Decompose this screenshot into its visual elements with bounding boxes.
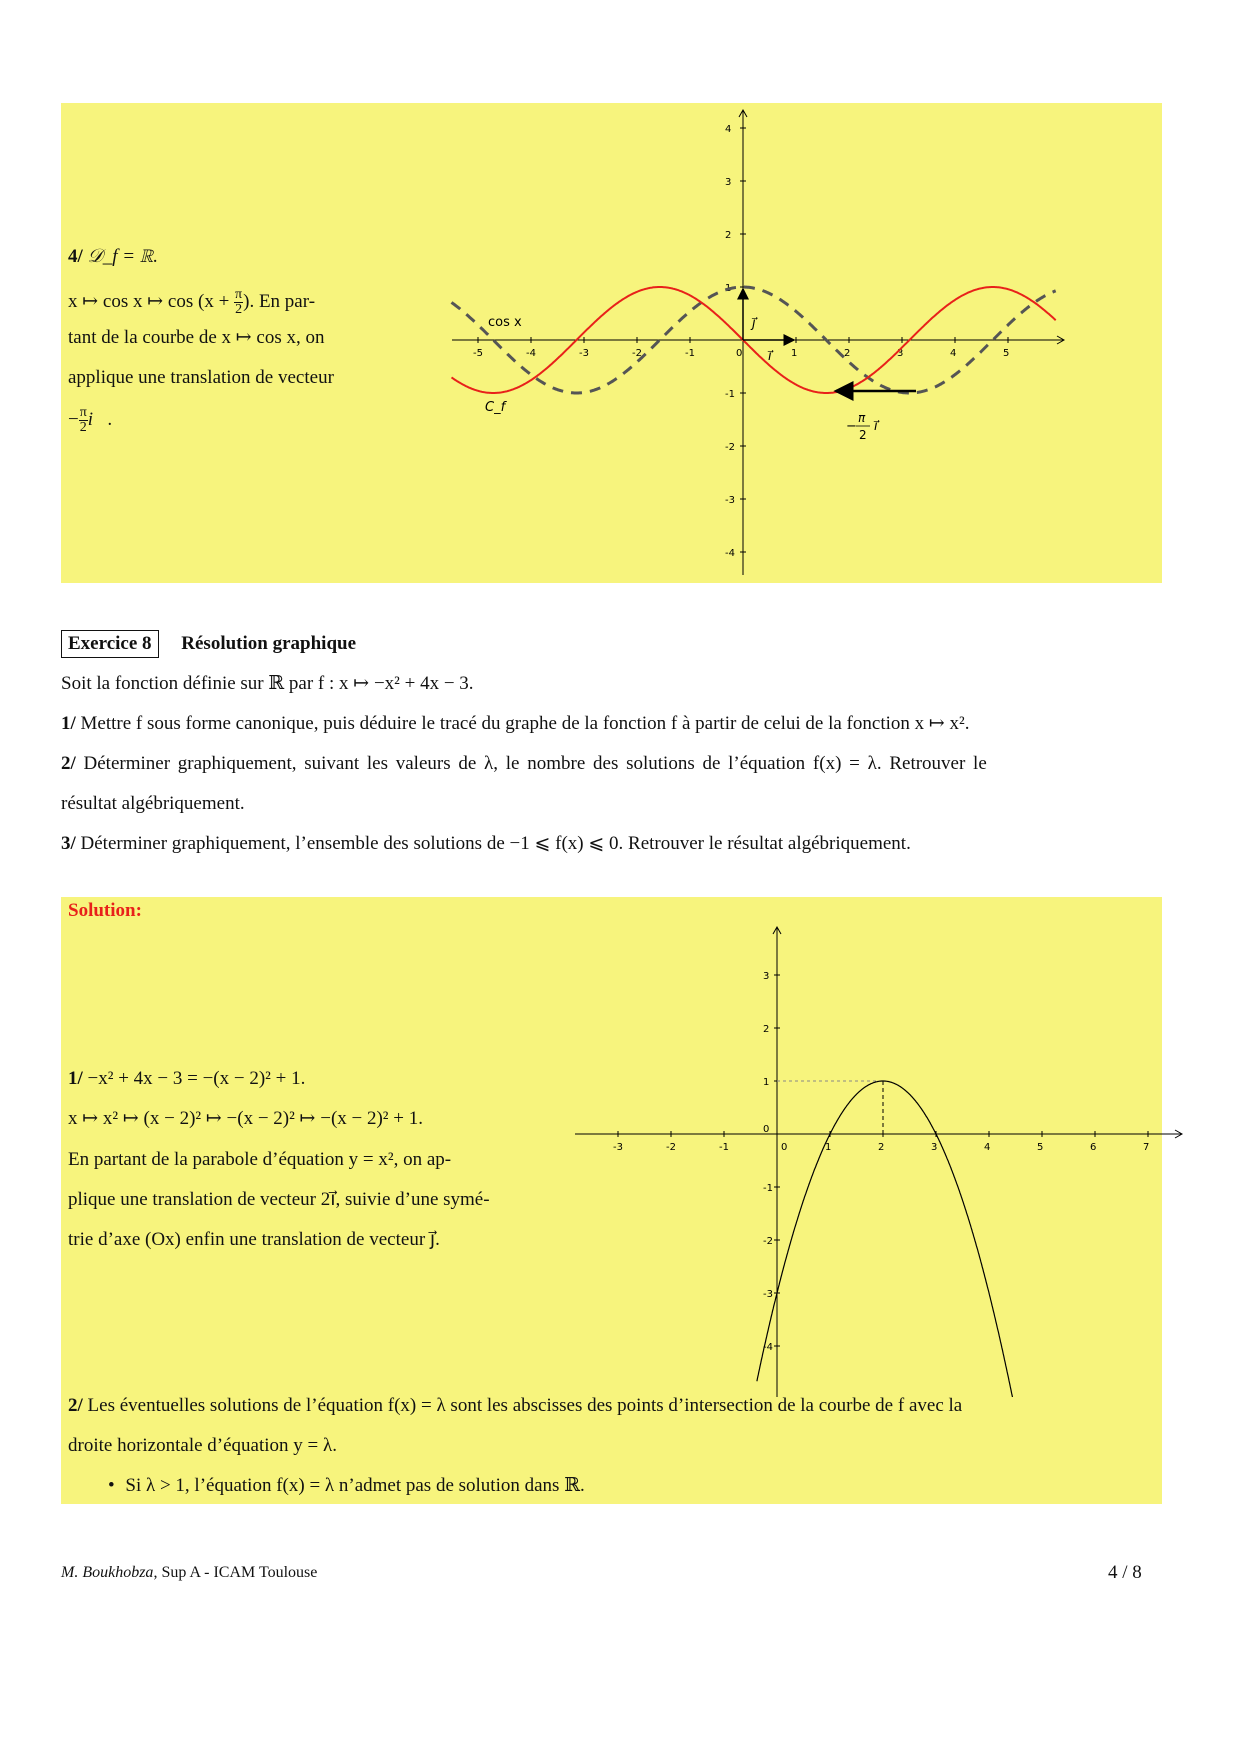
exercise-intro: Soit la fonction définie sur ℝ par f : x ↦ −x² + 4x − 3. xyxy=(61,673,474,694)
item-label: 4/ xyxy=(68,246,83,267)
y-tick-label: -3 xyxy=(725,495,735,506)
parabola-graph xyxy=(570,922,1190,1397)
solution-text: Les éventuelles solutions de l’équation f(x) = λ sont les abscisses des points d’intersection de la courbe de f avec la xyxy=(87,1395,963,1416)
box1-line5 xyxy=(68,406,113,435)
question-text: Mettre f sous forme canonique, puis déduire le tracé du graphe de la fonction f à partir de celui de la fonction x ↦ x². xyxy=(80,713,970,734)
y-tick-label: 0 xyxy=(763,1124,770,1135)
minus-sign: − xyxy=(68,408,79,430)
solution-2-line1 xyxy=(68,1396,962,1416)
x-tick-label: 5 xyxy=(1003,348,1010,359)
x-tick-label: 3 xyxy=(897,348,904,359)
exercise-badge: Exercice 8 xyxy=(61,630,159,658)
author-name: M. Boukhobza xyxy=(61,1564,154,1581)
parabola-curve xyxy=(757,1081,1018,1397)
composition-text: x ↦ cos x ↦ cos (x + xyxy=(68,290,230,312)
question-label: 2/ xyxy=(61,753,76,774)
bullet-item xyxy=(108,1476,585,1496)
x-tick-label: -1 xyxy=(685,348,695,359)
x-tick-label: 2 xyxy=(844,348,851,359)
frac-den: 2 xyxy=(235,302,243,317)
y-tick-label: 1 xyxy=(725,283,732,294)
question-label: 3/ xyxy=(61,833,76,854)
y-tick-label: -2 xyxy=(763,1236,773,1247)
y-tick-label: -1 xyxy=(725,389,735,400)
item-label: 1/ xyxy=(68,1068,83,1089)
box1-line4: applique une translation de vecteur xyxy=(68,367,334,388)
bullet-icon: • xyxy=(108,1475,115,1496)
vector-i: i⃗. xyxy=(87,408,113,430)
canonical-form: −x² + 4x − 3 = −(x − 2)² + 1. xyxy=(87,1068,306,1089)
domain-equation: 𝒟_f = ℝ. xyxy=(87,246,159,267)
fraction-pi-over-2 xyxy=(234,288,243,317)
cos-label: cos x xyxy=(488,315,522,330)
x-tick-label: 0 xyxy=(736,348,743,359)
question-1 xyxy=(61,714,970,734)
i-vector-label: i⃗ xyxy=(768,349,772,364)
translation-minus: − xyxy=(846,419,857,434)
footer-author xyxy=(61,1564,317,1582)
x-tick-label: -2 xyxy=(666,1142,676,1153)
x-tick-label: -3 xyxy=(613,1142,623,1153)
x-tick-label: 1 xyxy=(825,1142,832,1153)
x-tick-label: 5 xyxy=(1037,1142,1044,1153)
y-tick-label: 2 xyxy=(763,1024,770,1035)
x-tick-label: 6 xyxy=(1090,1142,1097,1153)
page-number: 4 / 8 xyxy=(1108,1562,1142,1583)
y-tick-label: -2 xyxy=(725,442,735,453)
solution-2-line2: droite horizontale d’équation y = λ. xyxy=(68,1435,337,1456)
x-tick-label: 7 xyxy=(1143,1142,1150,1153)
x-tick-label: 4 xyxy=(984,1142,991,1153)
y-tick-label: 4 xyxy=(725,124,732,135)
question-3 xyxy=(61,834,911,854)
cosine-graph xyxy=(440,105,1070,580)
y-tick-label: 3 xyxy=(725,177,732,188)
solution-1-line1 xyxy=(68,1069,305,1089)
bullet-text: Si λ > 1, l’équation f(x) = λ n’admet pas de solution dans ℝ. xyxy=(125,1475,585,1496)
translation-frac-num: π xyxy=(858,411,866,425)
solution-1-line5: trie d’axe (Ox) enfin une translation de vecteur j⃗. xyxy=(68,1229,440,1250)
item-label: 2/ xyxy=(68,1395,83,1416)
question-label: 1/ xyxy=(61,713,76,734)
question-text: Déterminer graphiquement, l’ensemble des solutions de −1 ⩽ f(x) ⩽ 0. Retrouver le résultat algébriquement. xyxy=(80,833,911,854)
affiliation: , Sup A - ICAM Toulouse xyxy=(153,1564,318,1581)
question-text: Déterminer graphiquement, suivant les valeurs de λ, le nombre des solutions de l’équation f(x) = λ. Retrouver le xyxy=(83,753,987,774)
y-tick-label: 3 xyxy=(763,971,770,982)
y-tick-label: -1 xyxy=(763,1183,773,1194)
solution-1-line2: x ↦ x² ↦ (x − 2)² ↦ −(x − 2)² ↦ −(x − 2)² + 1. xyxy=(68,1108,423,1129)
x-tick-label: 2 xyxy=(878,1142,885,1153)
question-2-cont: résultat algébriquement. xyxy=(61,793,245,814)
frac-num: π xyxy=(235,287,243,302)
x-tick-label: -4 xyxy=(526,348,536,359)
translation-frac-den: 2 xyxy=(859,428,867,442)
box1-line1 xyxy=(68,247,158,267)
translation-vector-i: i⃗ xyxy=(874,419,878,434)
j-vector-label: j⃗ xyxy=(752,316,756,331)
x-tick-label: 1 xyxy=(791,348,798,359)
x-tick-label: -2 xyxy=(632,348,642,359)
x-tick-label: -3 xyxy=(579,348,589,359)
x-tick-label: 3 xyxy=(931,1142,938,1153)
solution-1-line4: plique une translation de vecteur 2i⃗, suivie d’une symé- xyxy=(68,1189,490,1210)
y-tick-label: 2 xyxy=(725,230,732,241)
composition-text-end: ). En par- xyxy=(243,290,316,312)
solution-heading: Solution: xyxy=(68,900,142,921)
x-tick-label: 4 xyxy=(950,348,957,359)
x-tick-label: -1 xyxy=(719,1142,729,1153)
exercise-header xyxy=(61,634,356,654)
y-tick-label: -4 xyxy=(763,1342,773,1353)
box1-line2 xyxy=(68,288,315,317)
box1-line3: tant de la courbe de x ↦ cos x, on xyxy=(68,327,325,348)
frac-den: 2 xyxy=(79,420,87,435)
y-tick-label: -4 xyxy=(725,548,735,559)
y-tick-label: -3 xyxy=(763,1289,773,1300)
x-tick-label: -5 xyxy=(473,348,483,359)
x-tick-label: 0 xyxy=(781,1142,788,1153)
frac-num: π xyxy=(79,405,87,420)
question-2 xyxy=(61,754,987,774)
fraction-pi-over-2 xyxy=(79,406,88,435)
exercise-title: Résolution graphique xyxy=(181,633,357,654)
solution-1-line3: En partant de la parabole d’équation y = x², on ap- xyxy=(68,1149,452,1170)
y-tick-label: 1 xyxy=(763,1077,770,1088)
cf-label: C_f xyxy=(485,400,506,415)
